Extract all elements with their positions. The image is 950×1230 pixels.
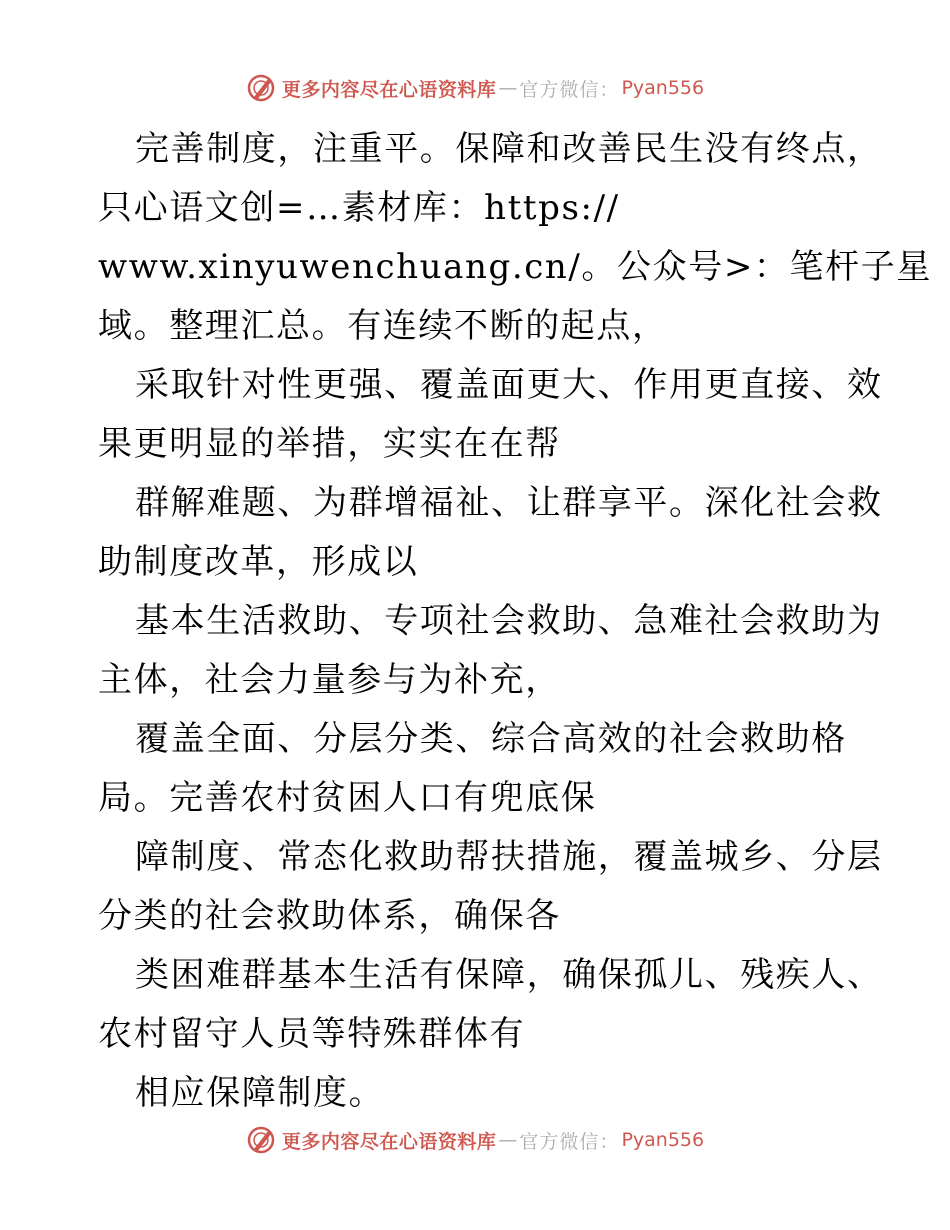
text-line: 群解难题、为群增福祉、让群享平。深化社会救 [135, 483, 883, 523]
text-line: www.xinyuwenchuang.cn/。公众号>：笔杆子星 [98, 247, 932, 287]
footer-watermark [0, 1120, 950, 1160]
pen-seal-icon [246, 73, 276, 103]
text-line: 分类的社会救助体系，确保各 [98, 896, 561, 936]
watermark-dash: — [498, 1129, 518, 1151]
text-line: 助制度改革，形成以 [98, 542, 419, 582]
watermark-wechat-id: Pyan556 [621, 1129, 705, 1151]
text-line: 覆盖全面、分层分类、综合高效的社会救助格 [135, 719, 847, 759]
text-line: 障制度、常态化救助帮扶措施，覆盖城乡、分层 [135, 837, 883, 877]
watermark-dash: — [498, 77, 518, 99]
text-line: 农村留守人员等特殊群体有 [98, 1014, 526, 1054]
text-line: 局。完善农村贫困人口有兜底保 [98, 778, 597, 818]
pen-seal-icon [246, 1125, 276, 1155]
text-line: 只心语文创=…素材库：https:// [98, 188, 620, 228]
watermark-main-text: 更多内容尽在心语资料库 [281, 78, 497, 101]
text-line: 采取针对性更强、覆盖面更大、作用更直接、效 [135, 365, 883, 405]
text-line: 相应保障制度。 [135, 1073, 385, 1113]
text-line: 完善制度，注重平。保障和改善民生没有终点， [135, 129, 883, 169]
watermark-wechat-id: Pyan556 [621, 77, 705, 99]
watermark-main-text: 更多内容尽在心语资料库 [281, 1130, 497, 1153]
text-line: 基本生活救助、专项社会救助、急难社会救助为 [135, 601, 883, 641]
watermark-sub-text: 官方微信： [519, 1130, 620, 1153]
text-line: 果更明显的举措，实实在在帮 [98, 424, 561, 464]
text-line: 域。整理汇总。有连续不断的起点， [98, 306, 668, 346]
header-watermark [0, 68, 950, 108]
watermark-sub-text: 官方微信： [519, 78, 620, 101]
text-line: 主体，社会力量参与为补充， [98, 660, 561, 700]
text-line: 类困难群基本生活有保障，确保孤儿、残疾人、 [135, 955, 883, 995]
document-body [98, 120, 932, 1123]
